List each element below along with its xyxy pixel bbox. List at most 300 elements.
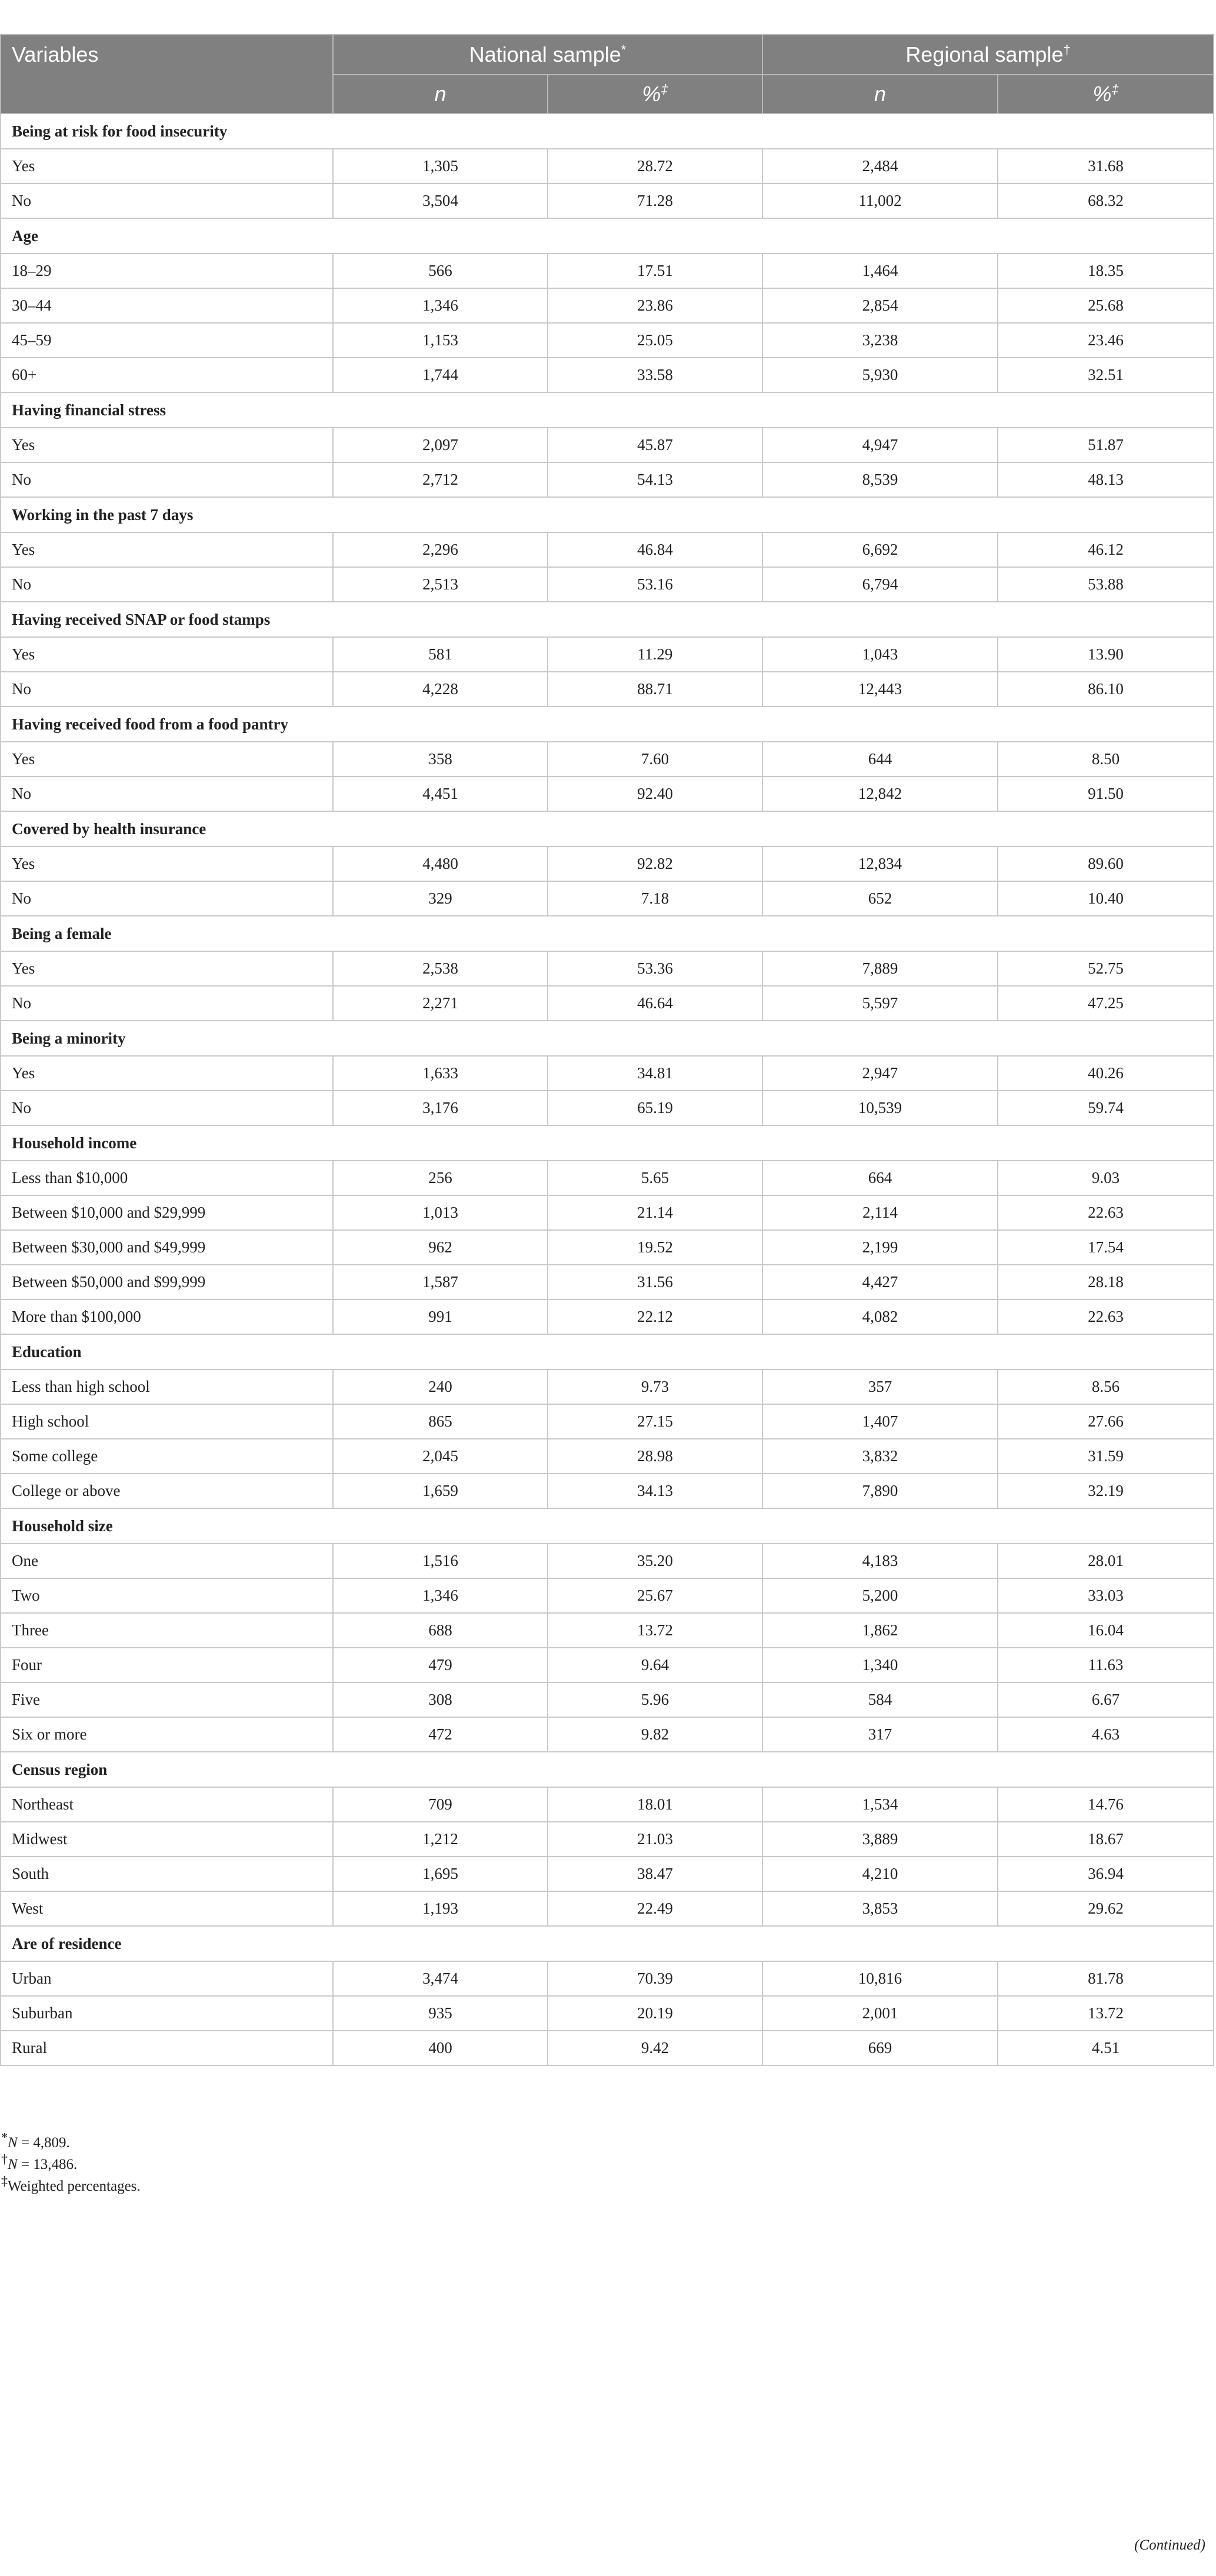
section-header-row bbox=[1, 497, 1214, 532]
header-regional-n: n bbox=[762, 75, 998, 114]
regional-pct-cell: 40.26 bbox=[998, 1056, 1214, 1091]
table-row bbox=[1, 1404, 1214, 1439]
national-n-cell: 2,538 bbox=[333, 951, 548, 986]
table-row bbox=[1, 951, 1214, 986]
regional-pct-cell: 52.75 bbox=[998, 951, 1214, 986]
national-n-cell: 2,513 bbox=[333, 567, 548, 602]
footnote bbox=[1, 2175, 141, 2197]
regional-pct-cell: 86.10 bbox=[998, 672, 1214, 707]
table-row bbox=[1, 1230, 1214, 1265]
regional-pct-cell: 32.19 bbox=[998, 1474, 1214, 1508]
regional-n-cell: 3,853 bbox=[762, 1891, 998, 1926]
section-title: Are of residence bbox=[1, 1926, 1214, 1961]
national-n-cell: 256 bbox=[333, 1161, 548, 1195]
regional-pct-cell: 22.63 bbox=[998, 1195, 1214, 1230]
header-regional-sample: Regional sample† bbox=[762, 35, 1214, 75]
national-pct-cell: 28.98 bbox=[548, 1439, 762, 1474]
row-label: Northeast bbox=[1, 1787, 333, 1822]
regional-n-cell: 11,002 bbox=[762, 184, 998, 218]
regional-pct-cell: 91.50 bbox=[998, 777, 1214, 811]
table-container bbox=[0, 34, 1213, 2066]
section-header-row bbox=[1, 1334, 1214, 1369]
footnote bbox=[1, 2151, 141, 2175]
regional-n-cell: 6,692 bbox=[762, 532, 998, 567]
national-n-cell: 1,013 bbox=[333, 1195, 548, 1230]
section-title: Working in the past 7 days bbox=[1, 497, 1214, 532]
regional-pct-cell: 13.72 bbox=[998, 1996, 1214, 2031]
national-n-cell: 358 bbox=[333, 742, 548, 777]
table-row bbox=[1, 1369, 1214, 1404]
regional-n-cell: 2,001 bbox=[762, 1996, 998, 2031]
national-n-cell: 4,228 bbox=[333, 672, 548, 707]
regional-n-cell: 652 bbox=[762, 881, 998, 916]
regional-pct-cell: 22.63 bbox=[998, 1299, 1214, 1334]
row-label: 30–44 bbox=[1, 288, 333, 323]
national-pct-cell: 7.18 bbox=[548, 881, 762, 916]
regional-pct-cell: 14.76 bbox=[998, 1787, 1214, 1822]
regional-n-cell: 2,114 bbox=[762, 1195, 998, 1230]
national-pct-cell: 71.28 bbox=[548, 184, 762, 218]
regional-pct-cell: 9.03 bbox=[998, 1161, 1214, 1195]
section-header-row bbox=[1, 1021, 1214, 1056]
national-n-cell: 1,346 bbox=[333, 1578, 548, 1613]
national-pct-cell: 21.03 bbox=[548, 1822, 762, 1857]
row-label: Yes bbox=[1, 1056, 333, 1091]
regional-n-cell: 644 bbox=[762, 742, 998, 777]
regional-pct-cell: 46.12 bbox=[998, 532, 1214, 567]
national-n-cell: 329 bbox=[333, 881, 548, 916]
national-pct-cell: 33.58 bbox=[548, 358, 762, 392]
table-row bbox=[1, 1682, 1214, 1717]
regional-n-cell: 5,930 bbox=[762, 358, 998, 392]
section-header-row bbox=[1, 707, 1214, 742]
section-title: Having received food from a food pantry bbox=[1, 707, 1214, 742]
row-label: No bbox=[1, 672, 333, 707]
table-row bbox=[1, 1161, 1214, 1195]
table-row bbox=[1, 1996, 1214, 2031]
national-pct-cell: 23.86 bbox=[548, 288, 762, 323]
regional-n-cell: 4,183 bbox=[762, 1544, 998, 1578]
row-label: Six or more bbox=[1, 1717, 333, 1752]
national-n-cell: 1,305 bbox=[333, 149, 548, 184]
national-n-cell: 709 bbox=[333, 1787, 548, 1822]
national-n-cell: 240 bbox=[333, 1369, 548, 1404]
table-row bbox=[1, 254, 1214, 288]
national-pct-cell: 25.05 bbox=[548, 323, 762, 358]
national-pct-cell: 46.84 bbox=[548, 532, 762, 567]
regional-pct-cell: 4.63 bbox=[998, 1717, 1214, 1752]
table-row bbox=[1, 358, 1214, 392]
section-title: Being a female bbox=[1, 916, 1214, 951]
national-pct-cell: 19.52 bbox=[548, 1230, 762, 1265]
row-label: More than $100,000 bbox=[1, 1299, 333, 1334]
national-n-cell: 400 bbox=[333, 2031, 548, 2065]
row-label: Yes bbox=[1, 951, 333, 986]
section-title: Age bbox=[1, 218, 1214, 254]
row-label: Yes bbox=[1, 742, 333, 777]
regional-n-cell: 4,427 bbox=[762, 1265, 998, 1299]
footnote bbox=[1, 2132, 141, 2154]
national-pct-cell: 28.72 bbox=[548, 149, 762, 184]
section-title: Household size bbox=[1, 1508, 1214, 1544]
regional-pct-cell: 8.50 bbox=[998, 742, 1214, 777]
national-pct-cell: 31.56 bbox=[548, 1265, 762, 1299]
row-label: Less than $10,000 bbox=[1, 1161, 333, 1195]
regional-pct-cell: 6.67 bbox=[998, 1682, 1214, 1717]
row-label: Five bbox=[1, 1682, 333, 1717]
national-pct-cell: 27.15 bbox=[548, 1404, 762, 1439]
row-label: College or above bbox=[1, 1474, 333, 1508]
section-header-row bbox=[1, 1926, 1214, 1961]
national-n-cell: 1,633 bbox=[333, 1056, 548, 1091]
row-label: Between $10,000 and $29,999 bbox=[1, 1195, 333, 1230]
regional-pct-cell: 28.01 bbox=[998, 1544, 1214, 1578]
regional-n-cell: 10,816 bbox=[762, 1961, 998, 1996]
national-pct-cell: 34.81 bbox=[548, 1056, 762, 1091]
regional-pct-cell: 18.35 bbox=[998, 254, 1214, 288]
regional-pct-cell: 59.74 bbox=[998, 1091, 1214, 1125]
table-row bbox=[1, 1474, 1214, 1508]
regional-pct-cell: 11.63 bbox=[998, 1648, 1214, 1682]
section-title: Census region bbox=[1, 1752, 1214, 1787]
section-title: Education bbox=[1, 1334, 1214, 1369]
footnote-mark: † bbox=[1, 2151, 8, 2167]
regional-pct-cell: 18.67 bbox=[998, 1822, 1214, 1857]
national-pct-cell: 9.82 bbox=[548, 1717, 762, 1752]
regional-n-cell: 10,539 bbox=[762, 1091, 998, 1125]
row-label: Three bbox=[1, 1613, 333, 1648]
section-header-row bbox=[1, 218, 1214, 254]
national-n-cell: 1,193 bbox=[333, 1891, 548, 1926]
table-row bbox=[1, 742, 1214, 777]
national-n-cell: 581 bbox=[333, 637, 548, 672]
table-row bbox=[1, 1857, 1214, 1891]
regional-n-cell: 3,889 bbox=[762, 1822, 998, 1857]
national-pct-cell: 9.73 bbox=[548, 1369, 762, 1404]
table-row bbox=[1, 1961, 1214, 1996]
national-n-cell: 566 bbox=[333, 254, 548, 288]
national-pct-cell: 21.14 bbox=[548, 1195, 762, 1230]
national-pct-cell: 13.72 bbox=[548, 1613, 762, 1648]
regional-n-cell: 8,539 bbox=[762, 462, 998, 497]
row-label: Between $50,000 and $99,999 bbox=[1, 1265, 333, 1299]
table-row bbox=[1, 1613, 1214, 1648]
national-pct-cell: 9.64 bbox=[548, 1648, 762, 1682]
regional-n-cell: 2,199 bbox=[762, 1230, 998, 1265]
national-pct-cell: 35.20 bbox=[548, 1544, 762, 1578]
national-n-cell: 1,695 bbox=[333, 1857, 548, 1891]
national-n-cell: 472 bbox=[333, 1717, 548, 1752]
national-n-cell: 3,504 bbox=[333, 184, 548, 218]
regional-n-cell: 5,597 bbox=[762, 986, 998, 1021]
table-row bbox=[1, 1578, 1214, 1613]
section-title: Being a minority bbox=[1, 1021, 1214, 1056]
table-row bbox=[1, 1544, 1214, 1578]
national-pct-cell: 65.19 bbox=[548, 1091, 762, 1125]
continued-label: (Continued) bbox=[1134, 2537, 1205, 2553]
regional-n-cell: 1,534 bbox=[762, 1787, 998, 1822]
regional-pct-cell: 28.18 bbox=[998, 1265, 1214, 1299]
national-n-cell: 1,212 bbox=[333, 1822, 548, 1857]
national-n-cell: 688 bbox=[333, 1613, 548, 1648]
footnote-text: = 4,809. bbox=[17, 2135, 70, 2151]
regional-n-cell: 1,340 bbox=[762, 1648, 998, 1682]
table-row bbox=[1, 462, 1214, 497]
regional-n-cell: 1,862 bbox=[762, 1613, 998, 1648]
regional-n-cell: 12,834 bbox=[762, 847, 998, 881]
regional-n-cell: 1,407 bbox=[762, 1404, 998, 1439]
national-pct-cell: 34.13 bbox=[548, 1474, 762, 1508]
regional-n-cell: 3,832 bbox=[762, 1439, 998, 1474]
row-label: Yes bbox=[1, 847, 333, 881]
row-label: No bbox=[1, 986, 333, 1021]
row-label: No bbox=[1, 777, 333, 811]
national-n-cell: 1,659 bbox=[333, 1474, 548, 1508]
national-pct-cell: 20.19 bbox=[548, 1996, 762, 2031]
regional-n-cell: 317 bbox=[762, 1717, 998, 1752]
row-label: No bbox=[1, 567, 333, 602]
national-n-cell: 479 bbox=[333, 1648, 548, 1682]
regional-pct-cell: 51.87 bbox=[998, 428, 1214, 462]
national-pct-cell: 88.71 bbox=[548, 672, 762, 707]
header-national-n: n bbox=[333, 75, 548, 114]
section-header-row bbox=[1, 811, 1214, 847]
section-title: Covered by health insurance bbox=[1, 811, 1214, 847]
national-pct-cell: 54.13 bbox=[548, 462, 762, 497]
row-label: Rural bbox=[1, 2031, 333, 2065]
row-label: Yes bbox=[1, 149, 333, 184]
table-header bbox=[1, 35, 1214, 114]
table-footnotes bbox=[0, 2132, 141, 2197]
table-row bbox=[1, 288, 1214, 323]
row-label: Between $30,000 and $49,999 bbox=[1, 1230, 333, 1265]
regional-pct-cell: 68.32 bbox=[998, 184, 1214, 218]
national-pct-cell: 18.01 bbox=[548, 1787, 762, 1822]
national-pct-cell: 53.16 bbox=[548, 567, 762, 602]
regional-pct-cell: 32.51 bbox=[998, 358, 1214, 392]
national-pct-cell: 9.42 bbox=[548, 2031, 762, 2065]
regional-n-cell: 669 bbox=[762, 2031, 998, 2065]
section-header-row bbox=[1, 392, 1214, 428]
table-row bbox=[1, 1822, 1214, 1857]
national-n-cell: 935 bbox=[333, 1996, 548, 2031]
section-header-row bbox=[1, 602, 1214, 637]
table-row bbox=[1, 1091, 1214, 1125]
row-label: Midwest bbox=[1, 1822, 333, 1857]
table-row bbox=[1, 149, 1214, 184]
table-row bbox=[1, 1787, 1214, 1822]
table-row bbox=[1, 567, 1214, 602]
section-header-row bbox=[1, 1752, 1214, 1787]
row-label: Some college bbox=[1, 1439, 333, 1474]
section-title: Having received SNAP or food stamps bbox=[1, 602, 1214, 637]
table-row bbox=[1, 777, 1214, 811]
national-pct-cell: 7.60 bbox=[548, 742, 762, 777]
footnote-symbol: N bbox=[8, 2157, 18, 2172]
national-n-cell: 991 bbox=[333, 1299, 548, 1334]
header-regional-pct: %‡ bbox=[998, 75, 1214, 114]
regional-n-cell: 4,082 bbox=[762, 1299, 998, 1334]
table-row bbox=[1, 986, 1214, 1021]
regional-pct-cell: 10.40 bbox=[998, 881, 1214, 916]
national-n-cell: 962 bbox=[333, 1230, 548, 1265]
national-n-cell: 1,153 bbox=[333, 323, 548, 358]
regional-pct-cell: 25.68 bbox=[998, 288, 1214, 323]
national-n-cell: 2,045 bbox=[333, 1439, 548, 1474]
regional-n-cell: 2,947 bbox=[762, 1056, 998, 1091]
regional-pct-cell: 89.60 bbox=[998, 847, 1214, 881]
national-pct-cell: 17.51 bbox=[548, 254, 762, 288]
header-national-pct: %‡ bbox=[548, 75, 762, 114]
regional-pct-cell: 8.56 bbox=[998, 1369, 1214, 1404]
table-row bbox=[1, 323, 1214, 358]
row-label: 60+ bbox=[1, 358, 333, 392]
national-n-cell: 4,451 bbox=[333, 777, 548, 811]
national-pct-cell: 46.64 bbox=[548, 986, 762, 1021]
table-row bbox=[1, 2031, 1214, 2065]
footnote-symbol: N bbox=[8, 2135, 18, 2151]
row-label: No bbox=[1, 1091, 333, 1125]
regional-n-cell: 357 bbox=[762, 1369, 998, 1404]
national-pct-cell: 45.87 bbox=[548, 428, 762, 462]
regional-n-cell: 12,443 bbox=[762, 672, 998, 707]
regional-pct-cell: 31.68 bbox=[998, 149, 1214, 184]
row-label: No bbox=[1, 462, 333, 497]
national-n-cell: 2,097 bbox=[333, 428, 548, 462]
regional-n-cell: 1,464 bbox=[762, 254, 998, 288]
regional-n-cell: 5,200 bbox=[762, 1578, 998, 1613]
regional-n-cell: 7,890 bbox=[762, 1474, 998, 1508]
national-n-cell: 2,712 bbox=[333, 462, 548, 497]
table-row bbox=[1, 1717, 1214, 1752]
table-row bbox=[1, 1056, 1214, 1091]
national-pct-cell: 92.82 bbox=[548, 847, 762, 881]
regional-n-cell: 7,889 bbox=[762, 951, 998, 986]
footnote-text: = 13,486. bbox=[17, 2157, 78, 2172]
row-label: 45–59 bbox=[1, 323, 333, 358]
national-pct-cell: 5.96 bbox=[548, 1682, 762, 1717]
table-row bbox=[1, 428, 1214, 462]
national-n-cell: 308 bbox=[333, 1682, 548, 1717]
regional-n-cell: 584 bbox=[762, 1682, 998, 1717]
row-label: Suburban bbox=[1, 1996, 333, 2031]
table-row bbox=[1, 1439, 1214, 1474]
row-label: One bbox=[1, 1544, 333, 1578]
regional-pct-cell: 17.54 bbox=[998, 1230, 1214, 1265]
section-header-row bbox=[1, 916, 1214, 951]
regional-n-cell: 2,854 bbox=[762, 288, 998, 323]
regional-pct-cell: 36.94 bbox=[998, 1857, 1214, 1891]
section-title: Being at risk for food insecurity bbox=[1, 114, 1214, 149]
regional-pct-cell: 47.25 bbox=[998, 986, 1214, 1021]
row-label: South bbox=[1, 1857, 333, 1891]
national-pct-cell: 22.49 bbox=[548, 1891, 762, 1926]
regional-n-cell: 1,043 bbox=[762, 637, 998, 672]
row-label: West bbox=[1, 1891, 333, 1926]
regional-pct-cell: 53.88 bbox=[998, 567, 1214, 602]
national-n-cell: 3,176 bbox=[333, 1091, 548, 1125]
table-row bbox=[1, 637, 1214, 672]
regional-pct-cell: 23.46 bbox=[998, 323, 1214, 358]
regional-n-cell: 664 bbox=[762, 1161, 998, 1195]
national-n-cell: 2,296 bbox=[333, 532, 548, 567]
table-row bbox=[1, 1299, 1214, 1334]
footnote-mark: ‡ bbox=[1, 2173, 8, 2188]
section-header-row bbox=[1, 114, 1214, 149]
table-body bbox=[1, 114, 1214, 2065]
national-n-cell: 1,744 bbox=[333, 358, 548, 392]
row-label: Yes bbox=[1, 532, 333, 567]
table-row bbox=[1, 1265, 1214, 1299]
regional-pct-cell: 81.78 bbox=[998, 1961, 1214, 1996]
regional-pct-cell: 33.03 bbox=[998, 1578, 1214, 1613]
regional-pct-cell: 29.62 bbox=[998, 1891, 1214, 1926]
national-pct-cell: 5.65 bbox=[548, 1161, 762, 1195]
national-pct-cell: 38.47 bbox=[548, 1857, 762, 1891]
row-label: Two bbox=[1, 1578, 333, 1613]
row-label: No bbox=[1, 881, 333, 916]
table-row bbox=[1, 847, 1214, 881]
row-label: Urban bbox=[1, 1961, 333, 1996]
regional-pct-cell: 27.66 bbox=[998, 1404, 1214, 1439]
regional-n-cell: 12,842 bbox=[762, 777, 998, 811]
regional-n-cell: 4,210 bbox=[762, 1857, 998, 1891]
national-n-cell: 1,516 bbox=[333, 1544, 548, 1578]
regional-n-cell: 6,794 bbox=[762, 567, 998, 602]
national-pct-cell: 22.12 bbox=[548, 1299, 762, 1334]
national-pct-cell: 92.40 bbox=[548, 777, 762, 811]
regional-n-cell: 2,484 bbox=[762, 149, 998, 184]
section-header-row bbox=[1, 1508, 1214, 1544]
section-header-row bbox=[1, 1125, 1214, 1161]
row-label: No bbox=[1, 184, 333, 218]
row-label: Yes bbox=[1, 428, 333, 462]
regional-pct-cell: 4.51 bbox=[998, 2031, 1214, 2065]
section-title: Having financial stress bbox=[1, 392, 1214, 428]
regional-pct-cell: 31.59 bbox=[998, 1439, 1214, 1474]
header-national-sample: National sample* bbox=[333, 35, 762, 75]
table-row bbox=[1, 1891, 1214, 1926]
row-label: Yes bbox=[1, 637, 333, 672]
table-row bbox=[1, 881, 1214, 916]
footnote-text: Weighted percentages. bbox=[8, 2178, 141, 2194]
table-row bbox=[1, 1648, 1214, 1682]
row-label: 18–29 bbox=[1, 254, 333, 288]
sample-characteristics-table bbox=[0, 34, 1214, 2066]
row-label: Less than high school bbox=[1, 1369, 333, 1404]
national-n-cell: 4,480 bbox=[333, 847, 548, 881]
row-label: Four bbox=[1, 1648, 333, 1682]
national-pct-cell: 25.67 bbox=[548, 1578, 762, 1613]
section-title: Household income bbox=[1, 1125, 1214, 1161]
national-pct-cell: 70.39 bbox=[548, 1961, 762, 1996]
footnote-mark: * bbox=[1, 2130, 8, 2145]
regional-n-cell: 4,947 bbox=[762, 428, 998, 462]
national-pct-cell: 11.29 bbox=[548, 637, 762, 672]
table-row bbox=[1, 672, 1214, 707]
table-row bbox=[1, 184, 1214, 218]
table-row bbox=[1, 532, 1214, 567]
national-n-cell: 1,587 bbox=[333, 1265, 548, 1299]
national-n-cell: 1,346 bbox=[333, 288, 548, 323]
row-label: High school bbox=[1, 1404, 333, 1439]
regional-pct-cell: 13.90 bbox=[998, 637, 1214, 672]
table-row bbox=[1, 1195, 1214, 1230]
national-n-cell: 3,474 bbox=[333, 1961, 548, 1996]
national-n-cell: 2,271 bbox=[333, 986, 548, 1021]
header-variables: Variables bbox=[1, 35, 333, 114]
regional-pct-cell: 16.04 bbox=[998, 1613, 1214, 1648]
